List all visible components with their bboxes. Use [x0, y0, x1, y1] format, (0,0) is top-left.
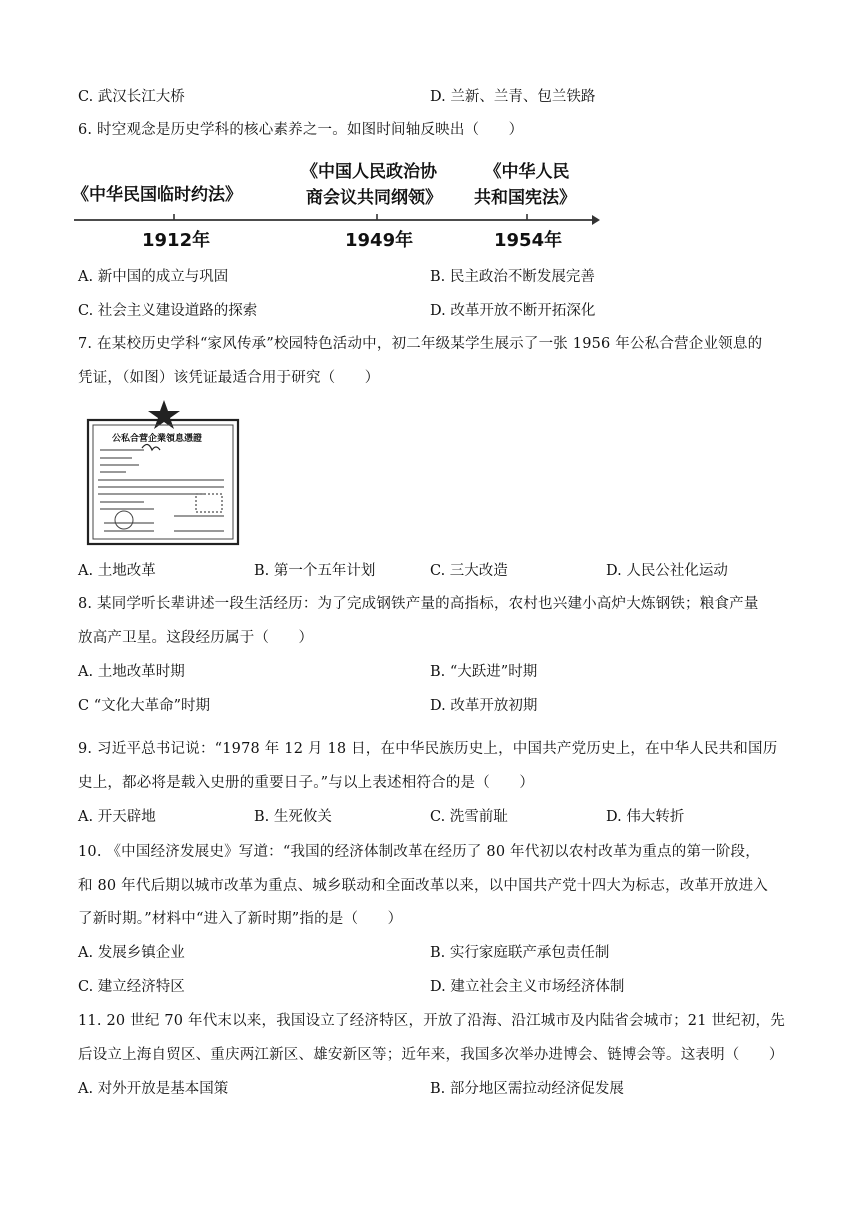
q11-option-b: B. 部分地区需拉动经济促发展 — [430, 1081, 624, 1097]
timeline-year-1954: 1954年 — [494, 230, 563, 251]
q6-option-b: B. 民主政治不断发展完善 — [430, 269, 595, 285]
q7-option-a: A. 土地改革 — [78, 563, 156, 579]
q8-option-b: B. “大跃进”时期 — [430, 664, 538, 680]
timeline-label-1949-line2: 商会议共同纲领》 — [306, 188, 442, 208]
q11-stem-line2: 后设立上海自贸区、重庆两江新区、雄安新区等；近年来，我国多次举办进博会、链博会等。这表明（ ） — [78, 1047, 784, 1063]
q5-option-d: D. 兰新、兰青、包兰铁路 — [430, 89, 596, 105]
q9-option-d: D. 伟大转折 — [606, 809, 685, 825]
q5-option-c: C. 武汉长江大桥 — [78, 89, 185, 105]
q8-option-d: D. 改革开放初期 — [430, 698, 538, 714]
q7-option-b: B. 第一个五年计划 — [254, 563, 376, 579]
q8-stem-line2: 放高产卫星。这段经历属于（ ） — [78, 630, 314, 646]
timeline-label-1912: 《中华民国临时约法》 — [72, 185, 242, 205]
q10-option-d: D. 建立社会主义市场经济体制 — [430, 979, 625, 995]
q10-stem-line2: 和 80 年代后期以城市改革为重点、城乡联动和全面改革以来，以中国共产党十四大为标志，改革开放进入 — [78, 878, 768, 894]
q8-option-c: C “文化大革命”时期 — [78, 698, 211, 714]
q9-stem-line2: 史上，都必将是载入史册的重要日子。”与以上表述相符合的是（ ） — [78, 775, 535, 791]
q7-stem-line1: 7. 在某校历史学科“家风传承”校园特色活动中，初二年级某学生展示了一张 1956 年公私合营企业领息的 — [78, 336, 763, 352]
q8-stem-line1: 8. 某同学听长辈讲述一段生活经历：为了完成钢铁产量的高指标，农村也兴建小高炉大炼钢铁；粮食产量 — [78, 596, 759, 612]
q9-option-a: A. 开天辟地 — [78, 809, 156, 825]
q7-voucher-image — [84, 398, 244, 548]
timeline-year-1949: 1949年 — [345, 230, 414, 251]
q11-stem-line1: 11. 20 世纪 70 年代末以来，我国设立了经济特区，开放了沿海、沿江城市及内陆省会城市；21 世纪初，先 — [78, 1013, 785, 1029]
q7-stem-line2: 凭证，（如图）该凭证最适合用于研究（ ） — [78, 370, 380, 386]
timeline-label-1954-line2: 共和国宪法》 — [474, 188, 576, 208]
q10-stem-line1: 10. 《中国经济发展史》写道：“我国的经济体制改革在经历了 80 年代初以农村改革为重点的第一阶段， — [78, 844, 760, 860]
timeline-label-1954-line1: 《中华人民 — [484, 162, 570, 182]
q6-timeline-figure — [72, 158, 602, 258]
q10-option-c: C. 建立经济特区 — [78, 979, 185, 995]
timeline-year-1912: 1912年 — [142, 230, 211, 251]
timeline-label-1949-line1: 《中国人民政治协 — [301, 162, 437, 182]
q6-option-d: D. 改革开放不断开拓深化 — [430, 303, 596, 319]
q6-stem: 6. 时空观念是历史学科的核心素养之一。如图时间轴反映出（ ） — [78, 122, 524, 138]
q6-option-a: A. 新中国的成立与巩固 — [78, 269, 229, 285]
q6-option-c: C. 社会主义建设道路的探索 — [78, 303, 258, 319]
q9-option-c: C. 洗雪前耻 — [430, 809, 508, 825]
q7-option-d: D. 人民公社化运动 — [606, 563, 728, 579]
q10-option-a: A. 发展乡镇企业 — [78, 945, 185, 961]
q7-option-c: C. 三大改造 — [430, 563, 508, 579]
q9-option-b: B. 生死攸关 — [254, 809, 332, 825]
q10-option-b: B. 实行家庭联产承包责任制 — [430, 945, 610, 961]
q11-option-a: A. 对外开放是基本国策 — [78, 1081, 229, 1097]
q10-stem-line3: 了新时期。”材料中“进入了新时期”指的是（ ） — [78, 911, 403, 927]
q8-option-a: A. 土地改革时期 — [78, 664, 185, 680]
q9-stem-line1: 9. 习近平总书记说：“1978 年 12 月 18 日，在中华民族历史上，中国共产党历史上，在中华人民共和国历 — [78, 741, 778, 757]
voucher-title: 公私合营企業領息憑證 — [112, 434, 203, 444]
